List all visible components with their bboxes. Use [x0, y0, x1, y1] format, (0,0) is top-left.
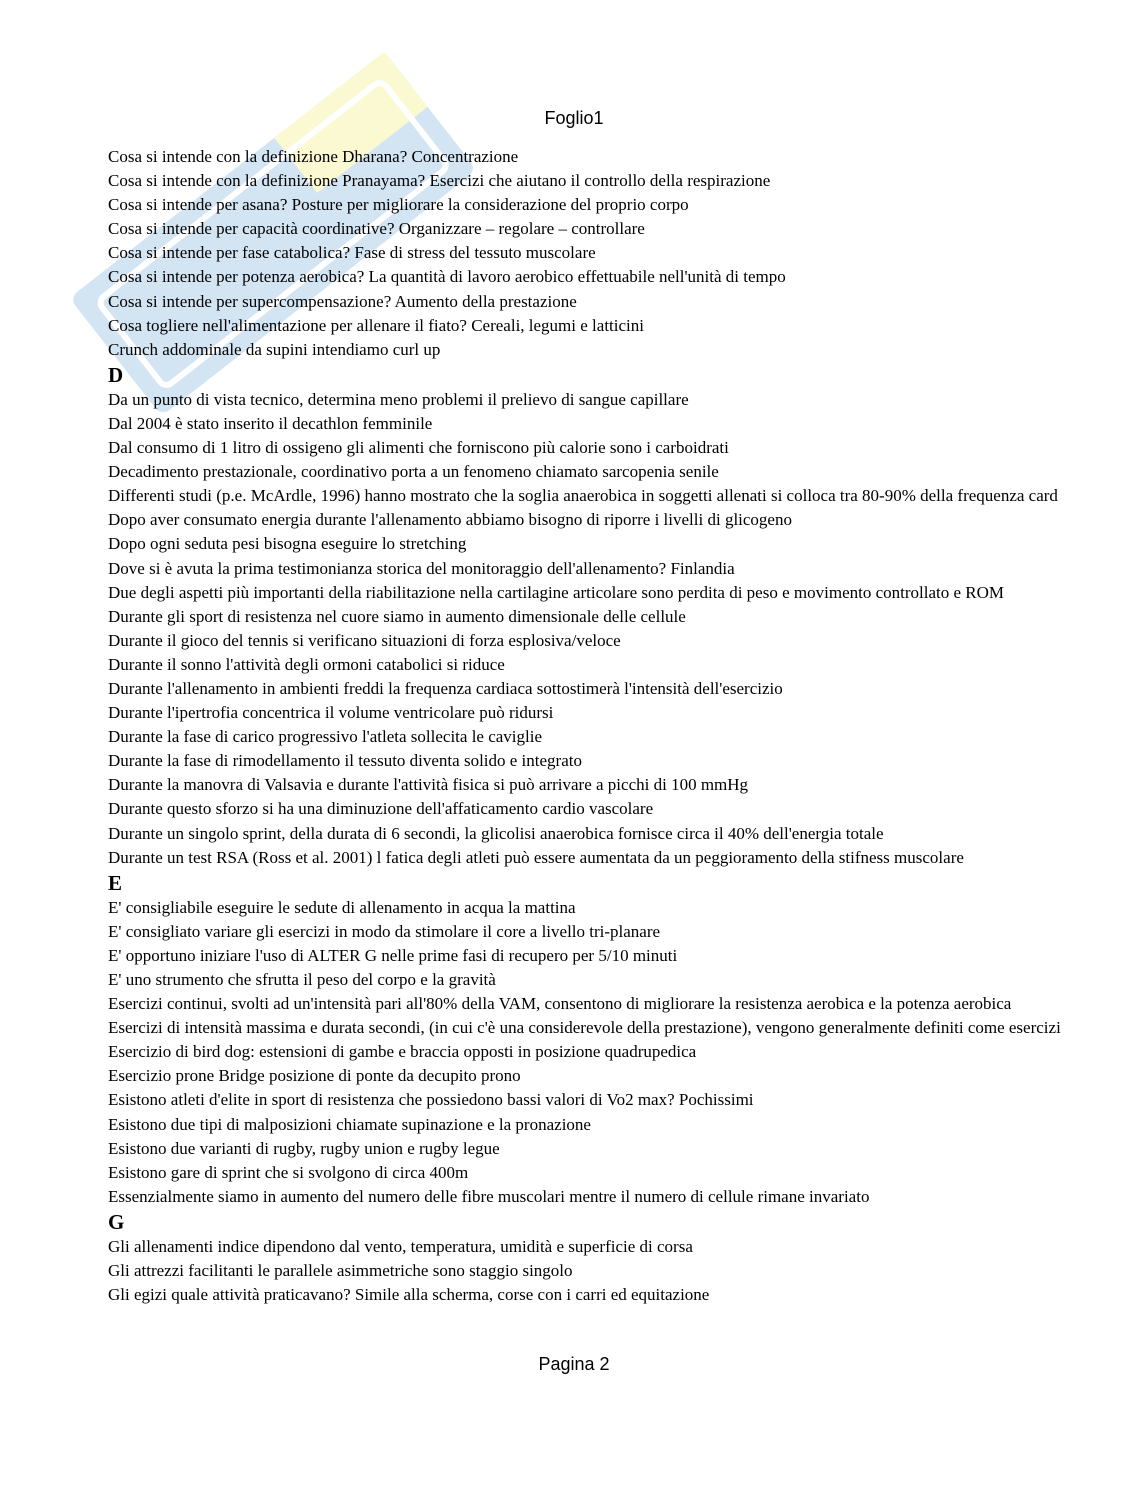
text-line: Esistono due tipi di malposizioni chiamate supinazione e la pronazione: [108, 1114, 591, 1134]
text-line: Cosa si intende con la definizione Pranayama? Esercizi che aiutano il controllo della respirazione: [108, 171, 771, 191]
document-body: [108, 145, 1148, 1307]
text-line: Due degli aspetti più importanti della riabilitazione nella cartilagine articolare sono perdita di peso e movimento controllato e ROM: [108, 582, 1005, 602]
text-line: Cosa togliere nell'alimentazione per allenare il fiato? Cereali, legumi e latticini: [108, 315, 644, 335]
text-line: Gli allenamenti indice dipendono dal vento, temperatura, umidità e superficie di corsa: [108, 1236, 693, 1256]
section-d: [108, 362, 1148, 870]
text-line: Cosa si intende per asana? Posture per migliorare la considerazione del proprio corpo: [108, 195, 689, 215]
text-line: Durante il gioco del tennis si verificano situazioni di forza esplosiva/veloce: [108, 630, 621, 650]
text-line: Durante un test RSA (Ross et al. 2001) l fatica degli atleti può essere aumentata da un peggioramento della stifness muscolare: [108, 847, 964, 867]
section-g: [108, 1209, 1148, 1307]
text-line: Cosa si intende per capacità coordinative? Organizzare – regolare – controllare: [108, 219, 645, 239]
text-line: Esistono gare di sprint che si svolgono di circa 400m: [108, 1162, 469, 1182]
text-line: Dopo aver consumato energia durante l'allenamento abbiamo bisogno di riporre i livelli di glicogeno: [108, 510, 792, 530]
section: [108, 145, 1148, 362]
text-line: Durante gli sport di resistenza nel cuore siamo in aumento dimensionale delle cellule: [108, 606, 686, 626]
text-line: Durante un singolo sprint, della durata di 6 secondi, la glicolisi anaerobica fornisce circa il 40% dell'energia totale: [108, 823, 884, 843]
text-line: E' uno strumento che sfrutta il peso del corpo e la gravità: [108, 970, 496, 989]
text-line: Da un punto di vista tecnico, determina meno problemi il prelievo di sangue capillare: [108, 389, 689, 409]
text-line: Essenzialmente siamo in aumento del numero delle fibre muscolari mentre il numero di cellule rimane invariato: [108, 1186, 870, 1206]
text-line: Durante la fase di rimodellamento il tessuto diventa solido e integrato: [108, 751, 582, 771]
text-line: Durante il sonno l'attività degli ormoni catabolici si riduce: [108, 654, 505, 674]
page-header: Foglio1: [544, 108, 604, 128]
text-line: Dal 2004 è stato inserito il decathlon femminile: [108, 413, 433, 433]
text-line: Esistono atleti d'elite in sport di resistenza che possiedono bassi valori di Vo2 max? Pochissimi: [108, 1090, 754, 1110]
section-letter: D: [108, 362, 124, 387]
page-number: Pagina 2: [538, 1354, 610, 1374]
text-line: Durante la manovra di Valsavia e durante l'attività fisica si può arrivare a picchi di 100 mmHg: [108, 775, 749, 795]
text-line: Gli attrezzi facilitanti le parallele asimmetriche sono staggio singolo: [108, 1261, 573, 1281]
text-line: Durante questo sforzo si ha una diminuzione dell'affaticamento cardio vascolare: [108, 799, 654, 819]
text-line: Decadimento prestazionale, coordinativo porta a un fenomeno chiamato sarcopenia senile: [108, 462, 719, 482]
text-line: Crunch addominale da supini intendiamo curl up: [108, 339, 441, 359]
text-line: Esercizi di intensità massima e durata secondi, (in cui c'è una considerevole della prestazione), vengono generalmente definiti come esercizi: [108, 1018, 1061, 1038]
text-line: Durante l'allenamento in ambienti freddi la frequenza cardiaca sottostimerà l'intensità dell'esercizio: [108, 678, 783, 698]
text-line: Esercizi continui, svolti ad un'intensità pari all'80% della VAM, consentono di migliorare la resistenza aerobica e la potenza aerobica: [108, 994, 1012, 1014]
text-line: Esistono due varianti di rugby, rugby union e rugby legue: [108, 1138, 500, 1158]
text-line: Esercizio di bird dog: estensioni di gambe e braccia opposti in posizione quadrupedica: [108, 1042, 697, 1062]
section-e: [108, 870, 1148, 1209]
text-line: Cosa si intende con la definizione Dharana? Concentrazione: [108, 147, 519, 166]
text-line: E' consigliato variare gli esercizi in modo da stimolare il core a livello tri-planare: [108, 921, 661, 941]
text-line: E' opportuno iniziare l'uso di ALTER G nelle prime fasi di recupero per 5/10 minuti: [108, 945, 678, 965]
text-line: Cosa si intende per potenza aerobica? La quantità di lavoro aerobico effettuabile nell'unità di tempo: [108, 267, 786, 287]
section-letter: G: [108, 1209, 125, 1234]
text-line: Cosa si intende per fase catabolica? Fase di stress del tessuto muscolare: [108, 243, 596, 263]
text-line: Dopo ogni seduta pesi bisogna eseguire lo stretching: [108, 534, 467, 554]
text-line: Durante l'ipertrofia concentrica il volume ventricolare può ridursi: [108, 703, 554, 723]
text-line: Esercizio prone Bridge posizione di ponte da decupito prono: [108, 1066, 521, 1086]
text-line: Dove si è avuta la prima testimonianza storica del monitoraggio dell'allenamento? Finlandia: [108, 558, 735, 578]
text-line: Cosa si intende per supercompensazione? Aumento della prestazione: [108, 291, 577, 311]
text-line: Dal consumo di 1 litro di ossigeno gli alimenti che forniscono più calorie sono i carboidrati: [108, 438, 729, 458]
section-letter: E: [108, 870, 123, 895]
text-line: E' consigliabile eseguire le sedute di allenamento in acqua la mattina: [108, 897, 576, 917]
text-line: Gli egizi quale attività praticavano? Simile alla scherma, corse con i carri ed equitazione: [108, 1285, 710, 1305]
text-line: Durante la fase di carico progressivo l'atleta sollecita le caviglie: [108, 727, 543, 747]
text-line: Differenti studi (p.e. McArdle, 1996) hanno mostrato che la soglia anaerobica in soggetti allenati si colloca tra 80-90% della frequenza card: [108, 486, 1058, 506]
